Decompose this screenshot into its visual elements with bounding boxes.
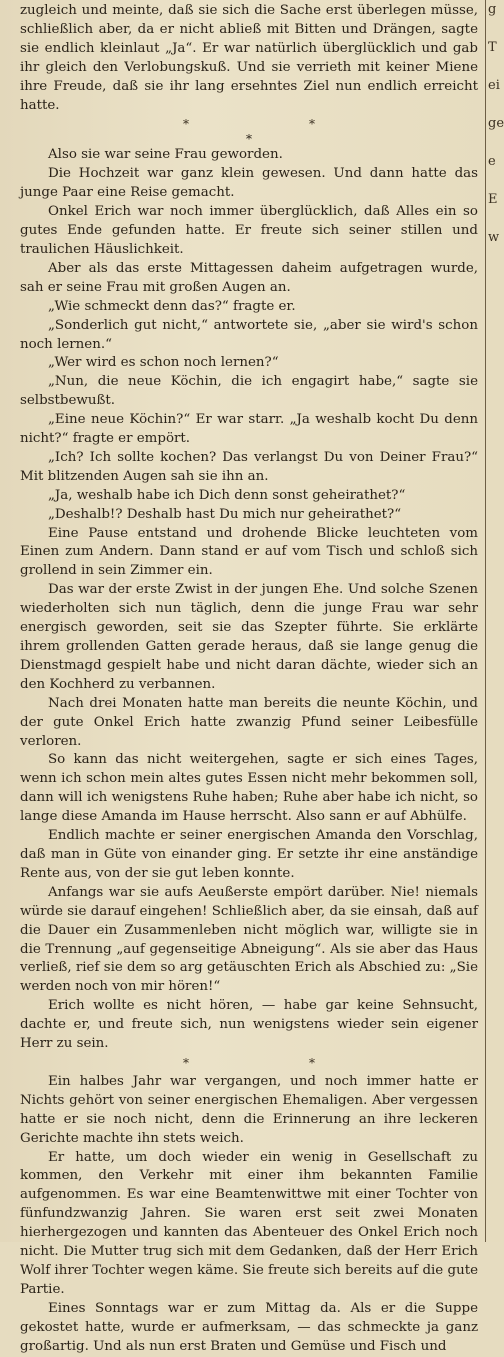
paragraph: „Wer wird es schon noch lernen?“ <box>48 355 279 371</box>
paragraph: Anfangs war sie aufs Aeußerste empört darüber. Nie! niemals würde sie darauf eingehen! Schließlich aber, da sie einsah, daß auf die Dauer ein Zusammenleben nicht möglich war, willigte sie in die Trennung „auf gegenseitige Abneigung“. Als sie aber das Haus verließ, rief sie dem so arg getäuschten Erich als Abschied zu: „Sie werden noch von mir hören!“ <box>20 884 478 995</box>
paragraph: Ein halbes Jahr war vergangen, und noch immer hatte er Nichts gehört von seiner energischen Ehemaligen. Aber vergessen hatte er sie noch nicht, denn die Erinnerung an ihre leckeren Gerichte machte ihn stets weich. <box>20 1073 478 1146</box>
paragraph-opening: zugleich und meinte, daß sie sich die Sache erst überlegen müsse, schließlich aber, da er nicht abließ mit Bitten und Drängen, sagte sie endlich kleinlaut „Ja“. Er war natürlich überglücklich und gab ihr gleich den Verlobungskuß. Und sie verrieth mit keiner Miene ihre Freude, daß sie ihr lang ersehntes Ziel nun endlich erreicht hatte. <box>20 3 478 113</box>
separator-asterisk: * <box>183 117 189 132</box>
text-column <box>20 2 478 1357</box>
adjacent-column-fragments <box>488 0 504 1242</box>
paragraph: „Sonderlich gut nicht,“ antwortete sie, „aber sie wird's schon noch lernen.“ <box>20 317 478 352</box>
edge-fragment: T <box>488 40 497 55</box>
paragraph: Das war der erste Zwist in der jungen Ehe. Und solche Szenen wiederholten sich nun täglich, denn die junge Frau war sehr energisch geworden, seit sie das Szepter führte. Sie erklärte ihrem grollenden Gatten gerade heraus, daß sie lange genug die Dienstmagd gespielt habe und nicht daran dächte, wieder sich an den Kochherd zu verbannen. <box>20 582 478 692</box>
paragraph: So kann das nicht weitergehen, sagte er sich eines Tages, wenn ich schon mein altes gutes Essen nicht mehr bekommen soll, dann will ich wenigstens Ruhe haben; Ruhe aber habe ich nicht, so lange diese Amanda im Hause herrscht. Also sann er auf Abhülfe. <box>20 752 478 825</box>
edge-fragment: ei <box>488 78 500 93</box>
separator-asterisk: * <box>309 117 315 132</box>
column-rule <box>485 0 486 1242</box>
paragraph: Eines Sonntags war er zum Mittag da. Als er die Suppe gekostet hatte, wurde er aufmerksam, — das schmeckte ja ganz großartig. Und als nun erst Braten und Gemüse und Fisch und <box>20 1300 478 1354</box>
edge-fragment: w <box>488 230 500 245</box>
edge-fragment: e <box>488 154 496 169</box>
paragraph: „Ich? Ich sollte kochen? Das verlangst Du von Deiner Frau?“ Mit blitzenden Augen sah sie ihn an. <box>20 449 478 484</box>
separator-asterisk: * <box>183 1055 189 1070</box>
separator-asterisk: * <box>309 1055 315 1070</box>
edge-fragment: g <box>488 2 497 17</box>
paragraph: Eine Pause entstand und drohende Blicke leuchteten vom Einen zum Andern. Dann stand er auf vom Tisch und schloß sich grollend in sein Zimmer ein. <box>20 525 478 579</box>
section-separator-2 <box>20 1054 478 1073</box>
section-separator-1-bottom <box>20 134 478 146</box>
paragraph: „Eine neue Köchin?“ Er war starr. „Ja weshalb kocht Du denn nicht?“ fragte er empört. <box>20 412 478 447</box>
separator-asterisk: * <box>246 132 252 147</box>
paragraph: Erich wollte es nicht hören, — habe gar keine Sehnsucht, dachte er, und freute sich, nun wenigstens wieder sein eigener Herr zu sein. <box>20 998 478 1052</box>
paragraph: Aber als das erste Mittagessen daheim aufgetragen wurde, sah er seine Frau mit großen Augen an. <box>20 260 478 295</box>
paragraph: Er hatte, um doch wieder ein wenig in Gesellschaft zu kommen, den Verkehr mit einer ihm bekannten Familie aufgenommen. Es war eine Beamtenwittwe mit einer Tochter von fünfundzwanzig Jahren. Sie waren erst seit zwei Monaten hierhergezogen und kannten das Abenteuer des Onkel Erich noch nicht. Die Mutter trug sich mit dem Gedanken, daß der Herr Erich Wolf ihrer Tochter wegen käme. Sie freute sich bereits auf die gute Partie. <box>20 1149 478 1297</box>
paragraph: Die Hochzeit war ganz klein gewesen. Und dann hatte das junge Paar eine Reise gemacht. <box>20 166 478 201</box>
paragraph: „Nun, die neue Köchin, die ich engagirt habe,“ sagte sie selbstbewußt. <box>20 374 478 409</box>
paragraph: Endlich machte er seiner energischen Amanda den Vorschlag, daß man in Güte von einander ging. Er setzte ihr eine anständige Rente aus, von der sie gut leben konnte. <box>20 828 478 881</box>
paragraph: „Wie schmeckt denn das?“ fragte er. <box>48 298 296 314</box>
paragraph: „Ja, weshalb habe ich Dich denn sonst geheirathet?“ <box>48 487 406 503</box>
paragraph: Also sie war seine Frau geworden. <box>48 147 283 163</box>
edge-fragment: ge <box>488 116 504 131</box>
paragraph: Onkel Erich war noch immer überglücklich, daß Alles ein so gutes Ende gefunden hatte. Er freute sich seiner stillen und traulichen Häuslichkeit. <box>20 204 478 257</box>
paragraph: Nach drei Monaten hatte man bereits die neunte Köchin, und der gute Onkel Erich hatte zwanzig Pfund seiner Leibesfülle verloren. <box>20 695 478 749</box>
edge-fragment: E <box>488 192 498 207</box>
paragraph: „Deshalb!? Deshalb hast Du mich nur geheirathet?“ <box>48 506 402 522</box>
